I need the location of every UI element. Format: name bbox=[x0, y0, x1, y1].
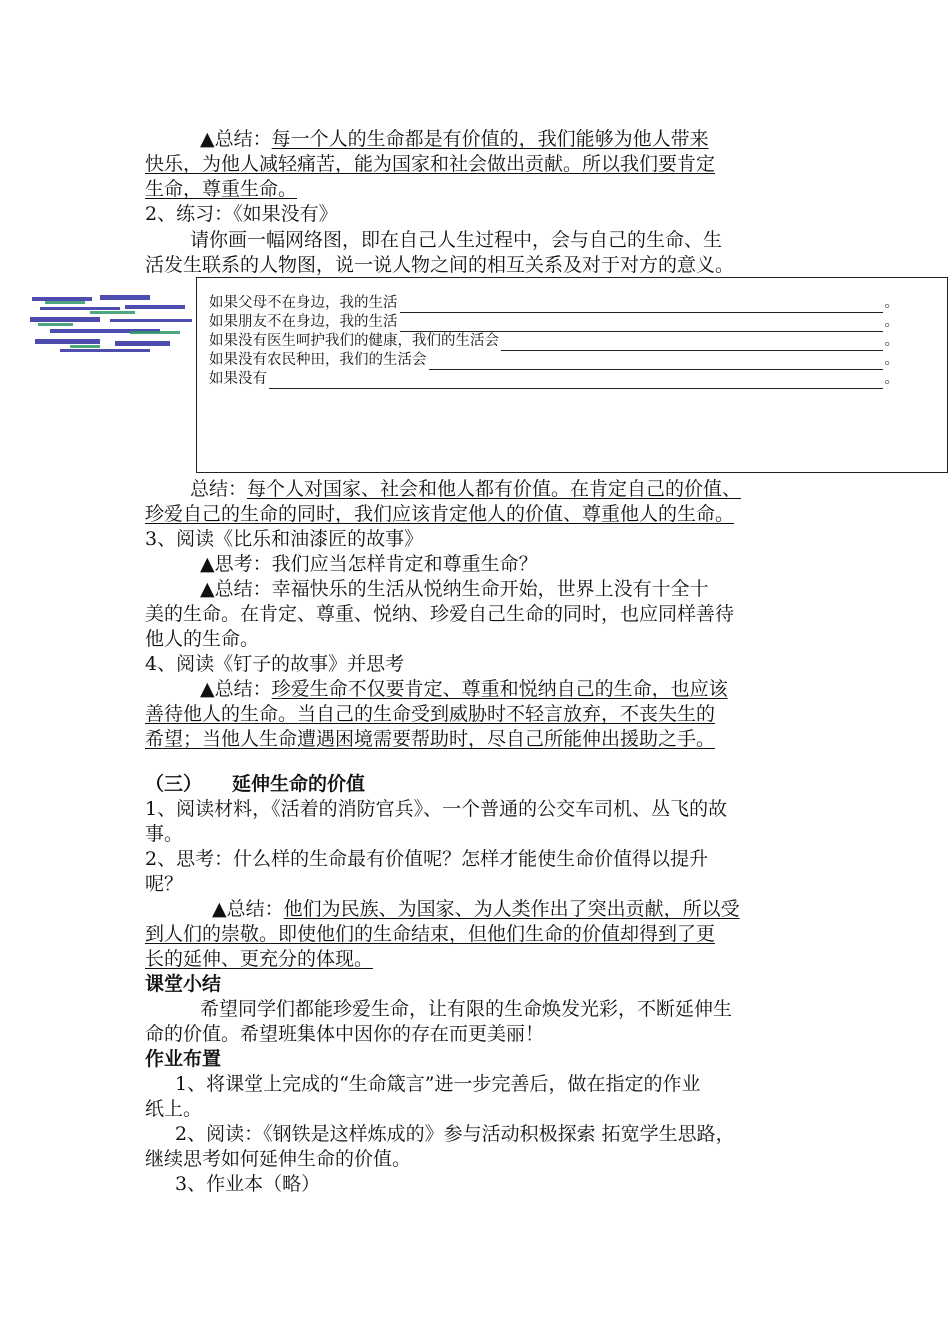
class-summary-heading: 课堂小结 bbox=[145, 973, 222, 995]
wordart-decoration bbox=[30, 293, 195, 355]
summary-4-line3: 希望；当他人生命遭遇困境需要帮助时，尽自己所能伸出援助之手。 bbox=[145, 728, 716, 750]
answer-blank[interactable] bbox=[269, 374, 883, 389]
exercise-heading: 2、练习：《如果没有》 bbox=[145, 203, 338, 225]
homework-item-2-line2: 继续思考如何延伸生命的价值。 bbox=[145, 1148, 412, 1170]
summary-1-line3: 生命，尊重生命。 bbox=[145, 178, 298, 200]
exercise-instruction: 请你画一幅网络图，即在自己人生过程中，会与自己的生命、生 bbox=[190, 229, 723, 251]
summary-3-line3: 他人的生命。 bbox=[145, 628, 260, 650]
homework-item-2: 2、阅读：《钢铁是这样炼成的》参与活动积极探索 拓宽学生思路， bbox=[175, 1123, 735, 1145]
section-3-reading-line2: 事。 bbox=[145, 823, 184, 845]
reading-3-heading: 3、阅读《比乐和油漆匠的故事》 bbox=[145, 528, 424, 550]
summary-1-line2: 快乐，为他人减轻痛苦，能为国家和社会做出贡献。所以我们要肯定 bbox=[145, 153, 716, 175]
section-3-heading: （三） 延伸生命的价值 bbox=[145, 773, 366, 795]
section-3-reading: 1、阅读材料，《活着的消防官兵》、一个普通的公交车司机、丛飞的故 bbox=[145, 798, 728, 820]
homework-item-3: 3、作业本（略） bbox=[175, 1173, 321, 1195]
homework-heading: 作业布置 bbox=[145, 1048, 222, 1070]
answer-blank[interactable] bbox=[400, 298, 883, 313]
summary-2: 总结：每个人对国家、社会和他人都有价值。在肯定自己的价值、 bbox=[190, 478, 742, 500]
summary-2-line2: 珍爱自己的生命的同时，我们应该肯定他人的价值、尊重他人的生命。 bbox=[145, 503, 735, 525]
summary-4: ▲总结：珍爱生命不仅要肯定、尊重和悦纳自己的生命，也应该 bbox=[200, 678, 728, 700]
worksheet-row: 如果朋友不在身边，我的生活 。 bbox=[209, 314, 899, 330]
answer-blank[interactable] bbox=[429, 355, 883, 370]
worksheet-row: 如果没有医生呵护我们的健康，我们的生活会 。 bbox=[209, 333, 899, 349]
exercise-instruction-line2: 活发生联系的人物图，说一说人物之间的相互关系及对于对方的意义。 bbox=[145, 254, 735, 276]
worksheet-row: 如果父母不在身边，我的生活 。 bbox=[209, 295, 899, 311]
homework-item-1-line2: 纸上。 bbox=[145, 1098, 203, 1120]
summary-5-line2: 到人们的崇敬。即使他们的生命结束，但他们生命的价值却得到了更 bbox=[145, 923, 716, 945]
summary-5: ▲总结：他们为民族、为国家、为人类作出了突出贡献，所以受 bbox=[212, 898, 740, 920]
section-3-question: 2、思考：什么样的生命最有价值呢？怎样才能使生命价值得以提升 bbox=[145, 848, 709, 870]
worksheet-box bbox=[196, 277, 948, 473]
worksheet-row: 如果没有 。 bbox=[209, 371, 899, 387]
reflection-question: ▲思考：我们应当怎样肯定和尊重生命？ bbox=[200, 553, 538, 575]
summary-3-line2: 美的生命。在肯定、尊重、悦纳、珍爱自己生命的同时，也应同样善待 bbox=[145, 603, 735, 625]
answer-blank[interactable] bbox=[501, 336, 883, 351]
worksheet-row: 如果没有农民种田，我们的生活会 。 bbox=[209, 352, 899, 368]
summary-4-line2: 善待他人的生命。当自己的生命受到威胁时不轻言放弃，不丧失生的 bbox=[145, 703, 716, 725]
reading-4-heading: 4、阅读《钉子的故事》并思考 bbox=[145, 653, 405, 675]
section-3-question-line2: 呢？ bbox=[145, 873, 184, 895]
answer-blank[interactable] bbox=[400, 317, 883, 332]
summary-1: ▲总结：每一个人的生命都是有价值的，我们能够为他人带来 bbox=[200, 128, 709, 150]
summary-3: ▲总结：幸福快乐的生活从悦纳生命开始，世界上没有十全十 bbox=[200, 578, 709, 600]
summary-5-line3: 长的延伸、更充分的体现。 bbox=[145, 948, 374, 970]
class-summary-text: 希望同学们都能珍爱生命，让有限的生命焕发光彩，不断延伸生 bbox=[200, 998, 733, 1020]
homework-item-1: 1、将课堂上完成的“生命箴言”进一步完善后，做在指定的作业 bbox=[175, 1073, 701, 1095]
class-summary-text-line2: 命的价值。希望班集体中因你的存在而更美丽！ bbox=[145, 1023, 545, 1045]
